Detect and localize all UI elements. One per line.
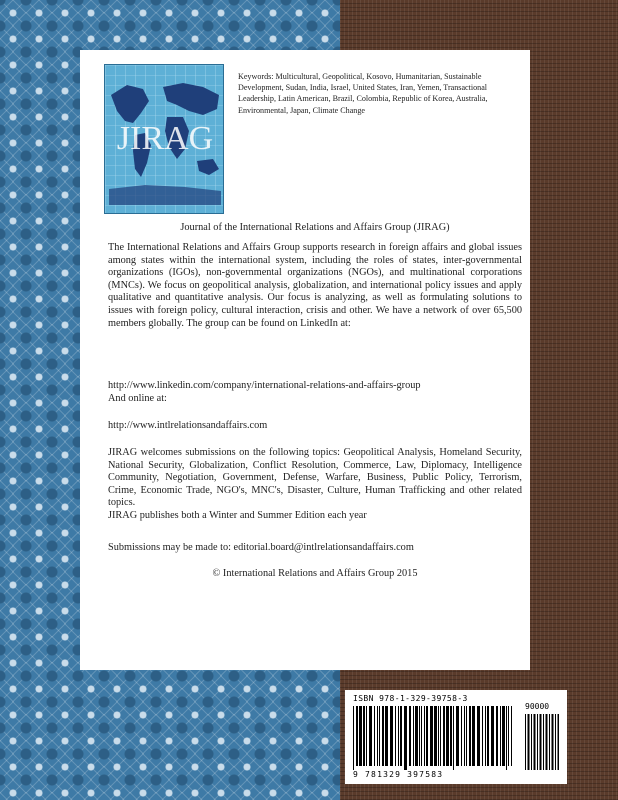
website-link[interactable]: http://www.intlrelationsandaffairs.com (108, 420, 268, 431)
journal-title: Journal of the International Relations and Affairs Group (JIRAG) (180, 222, 450, 233)
keywords-text: Keywords: Multicultural, Geopolitical, Kosovo, Humanitarian, Sustainable Development, Sudan, India, Israel, United States, Iran, Yemen, Transactional Leadership, Latin American, Brazil, Colombia, Republic of Korea, Australia, Environmental, Japan, Climate Change (238, 72, 488, 115)
isbn-barcode (345, 690, 567, 784)
price-code: 90000 (525, 702, 550, 711)
back-cover-panel (80, 50, 530, 670)
editions-text: JIRAG publishes both a Winter and Summer Edition each year (108, 510, 367, 521)
barcode-bars (353, 706, 559, 770)
logo-text: JIRAG (116, 120, 214, 157)
world-map-icon (105, 65, 224, 214)
linkedin-link[interactable]: http://www.linkedin.com/company/international-relations-and-affairs-group (108, 380, 421, 391)
intro-paragraph: The International Relations and Affairs Group supports research in foreign affairs and global issues among states within the international system, including the roles of states, inter-governmental organizations (IGOs), non-governmental organizations (NGOs), and multinational corporations (MNCs). We focus on geopolitical analysis, globalization, and international policy issues and apply qualitative and quantitative analysis. Our focus is analyzing, as well as formulating solutions to issues with foreign policy, cultural interaction, crisis and other. We have a network of over 65,500 members globally. The group can be found on LinkedIn at: (108, 242, 522, 329)
submissions-text: Submissions may be made to: editorial.board@intlrelationsandaffairs.com (108, 542, 414, 553)
isbn-label: ISBN 978-1-329-39758-3 (353, 694, 468, 703)
barcode-digits: 9 781329 397583 (353, 770, 444, 779)
online-label: And online at: (108, 393, 167, 404)
copyright-text: © International Relations and Affairs Group 2015 (212, 568, 418, 579)
jirag-logo (104, 64, 224, 214)
topics-paragraph: JIRAG welcomes submissions on the following topics: Geopolitical Analysis, Homeland Security, National Security, Globalization, Conflict Resolution, Commerce, Law, Diplomacy, Intelligence Community, Negotiation, Government, Defense, Warfare, Business, Public Policy, Terrorism, Crime, Economic Trade, NGO's, MNC's, Disaster, Culture, Human Trafficking and other related topics. (108, 447, 522, 509)
